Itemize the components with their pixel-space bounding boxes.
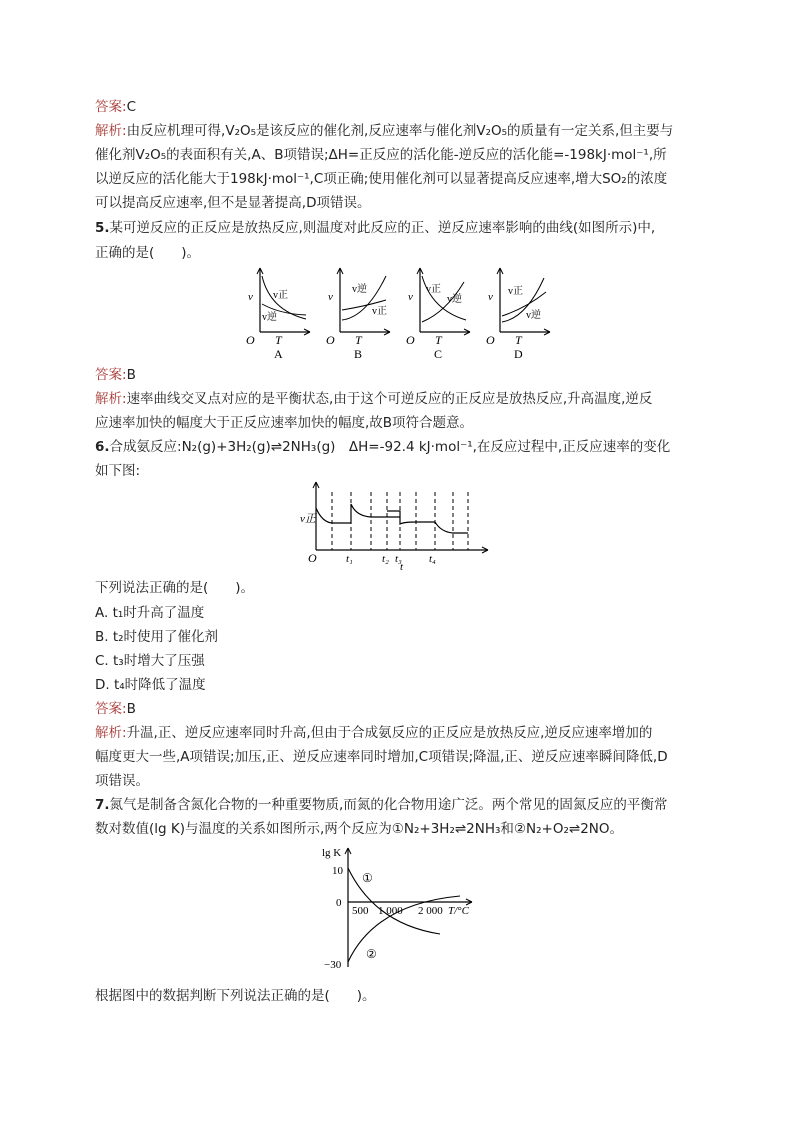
question-number: 5.	[95, 220, 110, 236]
graph-d	[486, 268, 550, 361]
graph-c-upper: v正	[426, 284, 441, 295]
q4-answer	[95, 97, 136, 117]
q4-analysis-1	[95, 121, 673, 141]
analysis-label: 解析:	[95, 391, 127, 407]
axis-y-label: lg K	[322, 847, 342, 859]
graph-b	[326, 268, 390, 361]
graph-b-lower: v正	[372, 306, 387, 317]
answer-label: 答案:	[95, 99, 127, 115]
q6-analysis-2: 幅度更大一些,A项错误;加压,正、逆反应速率同时增加,C项错误;降温,正、逆反应速率瞬间降低,D	[95, 749, 668, 765]
stem-text: 某可逆反应的正反应是放热反应,则温度对此反应的正、逆反应速率影响的曲线(如图所示)中,	[109, 220, 656, 236]
q5-stem-1	[95, 218, 655, 238]
y-tick-top: 10	[332, 865, 343, 877]
stem-text: 氮气是制备含氮化合物的一种重要物质,而氮的化合物用途广泛。两个常见的固氮反应的平衡常	[109, 797, 668, 813]
t2-label: t₂	[382, 553, 389, 565]
axis-y-label: v正	[300, 513, 316, 525]
t4-label: t₄	[429, 553, 436, 565]
q6-answer	[95, 699, 136, 719]
axis-y-label: v	[248, 291, 253, 303]
graph-c-lower: v逆	[447, 294, 462, 305]
question-number: 6.	[95, 439, 110, 455]
q6-stem-1	[95, 437, 670, 457]
axis-y-label: v	[408, 291, 413, 303]
graph-d-upper: v正	[508, 286, 523, 297]
q6-analysis-3: 项错误。	[95, 773, 149, 789]
answer-label: 答案:	[95, 701, 127, 717]
x-tick-1000: 1 000	[378, 905, 403, 917]
analysis-text: 由反应机理可得,V₂O₅是该反应的催化剂,反应速率与催化剂V₂O₅的质量有一定关系,但主要与	[126, 123, 674, 139]
graph-b-upper: v逆	[352, 284, 367, 295]
origin-label: O	[406, 333, 415, 347]
y-tick-zero: 0	[336, 897, 342, 909]
graph-a	[246, 268, 310, 361]
q6-analysis-1	[95, 723, 652, 743]
curve-2-label: ②	[366, 947, 377, 961]
q6-option-d: D. t₄时降低了温度	[95, 677, 206, 693]
analysis-text: 升温,正、逆反应速率同时升高,但由于合成氨反应的正反应是放热反应,逆反应速率增加的	[126, 725, 653, 741]
q7-question: 根据图中的数据判断下列说法正确的是( )。	[95, 988, 376, 1004]
graph-a-lower: v逆	[262, 312, 277, 323]
graph-d-lower: v逆	[526, 310, 541, 321]
stem-text: 合成氨反应:N₂(g)+3H₂(g)⇌2NH₃(g) ΔH=-92.4 kJ·mol⁻¹,在反应过程中,正反应速率的变化	[109, 439, 671, 455]
origin-label: O	[246, 333, 255, 347]
graph-d-letter: D	[514, 347, 523, 361]
q6-question: 下列说法正确的是( )。	[95, 580, 255, 596]
q4-analysis-2: 催化剂V₂O₅的表面积有关,A、B项错误;ΔH=正反应的活化能-逆反应的活化能=-198kJ·mol⁻¹,所	[95, 147, 667, 163]
q7-figure	[320, 842, 480, 972]
axis-x-label: T	[515, 333, 522, 347]
axis-x-label: T	[435, 333, 442, 347]
q6-figure	[296, 478, 496, 570]
q6-option-b: B. t₂时使用了催化剂	[95, 629, 219, 645]
answer-label: 答案:	[95, 367, 127, 383]
axis-x-label: T	[275, 333, 282, 347]
q6-option-a: A. t₁时升高了温度	[95, 605, 205, 621]
graph-a-upper: v正	[273, 290, 288, 301]
x-tick-2000: 2 000	[418, 905, 443, 917]
q5-figure	[240, 262, 560, 362]
origin-label: O	[486, 333, 495, 347]
graph-c-letter: C	[434, 347, 443, 361]
axis-x-label: t	[400, 561, 404, 570]
t3-label: t₃	[395, 553, 402, 565]
answer-value: B	[126, 367, 136, 383]
q7-stem-1	[95, 795, 667, 815]
question-number: 7.	[95, 797, 110, 813]
q5-analysis-2: 应速率加快的幅度大于正反应速率加快的幅度,故B项符合题意。	[95, 415, 474, 431]
answer-value: C	[126, 99, 136, 115]
answer-value: B	[126, 701, 136, 717]
q7-stem-2: 数对数值(lg K)与温度的关系如图所示,两个反应为①N₂+3H₂⇌2NH₃和②N₂+O₂⇌2NO。	[95, 821, 624, 837]
graph-a-letter: A	[274, 347, 283, 361]
q5-stem-2: 正确的是( )。	[95, 245, 201, 261]
axis-x-label: T	[355, 333, 362, 347]
q4-analysis-4: 可以提高反应速率,但不是显著提高,D项错误。	[95, 195, 371, 211]
origin-label: O	[308, 551, 317, 565]
x-tick-500: 500	[352, 905, 369, 917]
axis-x-label: T/°C	[448, 905, 469, 917]
axis-y-label: v	[488, 291, 493, 303]
graph-b-letter: B	[354, 347, 363, 361]
q5-analysis-1	[95, 389, 652, 409]
axis-y-label: v	[328, 291, 333, 303]
y-tick-bottom: −30	[324, 959, 342, 971]
t1-label: t₁	[346, 553, 353, 565]
q6-option-c: C. t₃时增大了压强	[95, 653, 205, 669]
q4-analysis-3: 以逆反应的活化能大于198kJ·mol⁻¹,C项正确;使用催化剂可以显著提高反应速率,增大SO₂的浓度	[95, 171, 668, 187]
q5-answer	[95, 365, 136, 385]
graph-c	[406, 268, 470, 361]
analysis-label: 解析:	[95, 123, 127, 139]
curve-1-label: ①	[362, 871, 373, 885]
analysis-text: 速率曲线交叉点对应的是平衡状态,由于这个可逆反应的正反应是放热反应,升高温度,逆反	[126, 391, 653, 407]
analysis-label: 解析:	[95, 725, 127, 741]
q6-stem-2: 如下图:	[95, 463, 141, 479]
origin-label: O	[326, 333, 335, 347]
